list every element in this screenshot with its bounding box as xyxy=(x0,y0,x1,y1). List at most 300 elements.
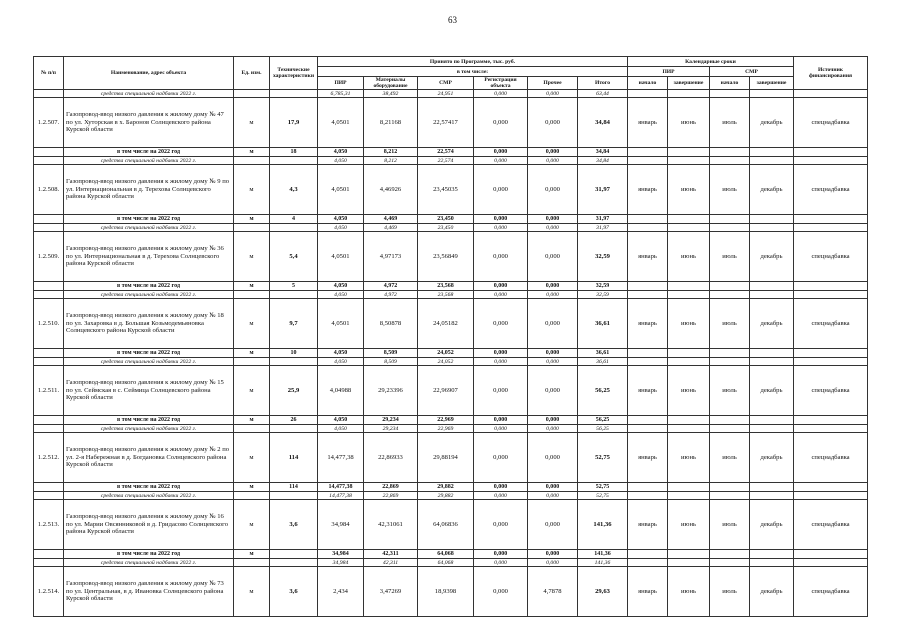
special-funds-label: средства специальной надбавки 2022 г. xyxy=(64,559,234,567)
cell-pir: 4,0501 xyxy=(318,299,364,349)
cell-empty xyxy=(668,148,710,157)
special-funds-label: средства специальной надбавки 2022 г. xyxy=(64,492,234,500)
cell-unit xyxy=(234,90,270,98)
cell-mat: 22,869 xyxy=(364,483,418,492)
cell-smr-end: декабрь xyxy=(750,232,794,282)
cell-smr: 23,56849 xyxy=(418,232,474,282)
cell-other: 0,000 xyxy=(528,165,578,215)
table-row xyxy=(34,559,868,567)
cell-tech xyxy=(270,157,318,165)
cell-empty xyxy=(628,559,668,567)
cell-empty xyxy=(628,483,668,492)
row-number xyxy=(34,215,64,224)
cell-empty xyxy=(628,215,668,224)
cell-smr-end: декабрь xyxy=(750,500,794,550)
cell-pir-start: январь xyxy=(628,567,668,617)
row-number xyxy=(34,90,64,98)
cell-unit xyxy=(234,157,270,165)
cell-empty xyxy=(750,215,794,224)
cell-empty xyxy=(710,349,750,358)
cell-smr: 24,05182 xyxy=(418,299,474,349)
cell-reg: 0,000 xyxy=(474,492,528,500)
cell-pir-start: январь xyxy=(628,98,668,148)
cell-pir: 4,0501 xyxy=(318,98,364,148)
cell-reg: 0,000 xyxy=(474,416,528,425)
row-number xyxy=(34,349,64,358)
header-funding: Источник финансирования xyxy=(794,57,868,90)
cell-total: 141,36 xyxy=(578,500,628,550)
cell-empty xyxy=(794,282,868,291)
cell-empty xyxy=(750,483,794,492)
cell-other: 0,000 xyxy=(528,349,578,358)
cell-total: 32,59 xyxy=(578,282,628,291)
cell-unit: м xyxy=(234,349,270,358)
cell-empty xyxy=(710,550,750,559)
cell-tech: 10 xyxy=(270,349,318,358)
cell-smr: 23,568 xyxy=(418,282,474,291)
cell-mat: 4,46926 xyxy=(364,165,418,215)
header-mat: Материалы оборудование xyxy=(364,77,418,90)
cell-empty xyxy=(710,492,750,500)
cell-empty xyxy=(668,157,710,165)
row-number xyxy=(34,550,64,559)
header-end: завершение xyxy=(668,77,710,90)
cell-unit xyxy=(234,492,270,500)
cell-empty xyxy=(710,358,750,366)
cell-pir-end: июнь xyxy=(668,299,710,349)
header-incl: в том числе: xyxy=(318,67,628,77)
cell-pir: 4,04988 xyxy=(318,366,364,416)
cell-pir: 4,050 xyxy=(318,157,364,165)
cell-total: 34,84 xyxy=(578,148,628,157)
cell-smr-start: июль xyxy=(710,232,750,282)
cell-unit: м xyxy=(234,366,270,416)
cell-empty xyxy=(628,224,668,232)
cell-empty xyxy=(628,349,668,358)
cell-smr-start: июль xyxy=(710,98,750,148)
cell-mat: 29,23396 xyxy=(364,366,418,416)
cell-reg: 0,000 xyxy=(474,425,528,433)
cell-other: 0,000 xyxy=(528,98,578,148)
cell-total: 34,84 xyxy=(578,157,628,165)
cell-empty xyxy=(668,90,710,98)
cell-empty xyxy=(750,282,794,291)
row-number xyxy=(34,157,64,165)
table-row xyxy=(34,416,868,425)
header-cal-pir: ПИР xyxy=(628,67,710,77)
table-row xyxy=(34,98,868,148)
cell-empty xyxy=(668,358,710,366)
cell-smr: 64,06836 xyxy=(418,500,474,550)
table-row xyxy=(34,282,868,291)
header-calendar: Календарные сроки xyxy=(628,57,794,67)
cell-empty xyxy=(794,358,868,366)
cell-reg: 0,000 xyxy=(474,282,528,291)
cell-mat: 42,311 xyxy=(364,550,418,559)
cell-mat: 29,234 xyxy=(364,416,418,425)
row-number xyxy=(34,148,64,157)
cell-other: 0,000 xyxy=(528,291,578,299)
cell-smr: 22,574 xyxy=(418,148,474,157)
cell-mat: 4,97173 xyxy=(364,232,418,282)
cell-other: 0,000 xyxy=(528,90,578,98)
cell-other: 0,000 xyxy=(528,559,578,567)
header-name: Наименование, адрес объекта xyxy=(64,57,234,90)
object-name: Газопровод-ввод низкого давления к жилому дому № 36 по ул. Интернациональная в д. Терехова Солнцевского района Курской области xyxy=(64,232,234,282)
cell-total: 63,44 xyxy=(578,90,628,98)
cell-smr: 24,052 xyxy=(418,349,474,358)
cell-empty xyxy=(750,425,794,433)
cell-smr: 22,574 xyxy=(418,157,474,165)
cell-empty xyxy=(710,559,750,567)
header-pir: ПИР xyxy=(318,77,364,90)
subtotal-label: в том числе на 2022 год xyxy=(64,550,234,559)
cell-other: 0,000 xyxy=(528,215,578,224)
row-number: 1.2.512. xyxy=(34,433,64,483)
cell-empty xyxy=(794,157,868,165)
cell-pir: 4,050 xyxy=(318,425,364,433)
cell-other: 0,000 xyxy=(528,550,578,559)
cell-pir: 4,050 xyxy=(318,215,364,224)
cell-other: 0,000 xyxy=(528,224,578,232)
row-number: 1.2.513. xyxy=(34,500,64,550)
table-row xyxy=(34,148,868,157)
cell-reg: 0,000 xyxy=(474,567,528,617)
cell-tech: 9,7 xyxy=(270,299,318,349)
cell-funding: спецнадбавка xyxy=(794,500,868,550)
cell-empty xyxy=(794,215,868,224)
table-row xyxy=(34,232,868,282)
header-unit: Ед. изм. xyxy=(234,57,270,90)
cell-empty xyxy=(710,282,750,291)
cell-other: 0,000 xyxy=(528,492,578,500)
cell-smr-start: июль xyxy=(710,165,750,215)
cell-smr-start: июль xyxy=(710,299,750,349)
cell-funding: спецнадбавка xyxy=(794,299,868,349)
cell-other: 0,000 xyxy=(528,358,578,366)
cell-empty xyxy=(710,90,750,98)
cell-empty xyxy=(628,157,668,165)
cell-empty xyxy=(710,224,750,232)
header-reg: Регистрация объекта xyxy=(474,77,528,90)
cell-reg: 0,000 xyxy=(474,232,528,282)
cell-empty xyxy=(628,492,668,500)
cell-empty xyxy=(750,492,794,500)
table-row xyxy=(34,299,868,349)
table-row xyxy=(34,425,868,433)
object-name: Газопровод-ввод низкого давления к жилому дому № 2 по ул. 2-я Набережная в д. Богдановка Солнцевского района Курской области xyxy=(64,433,234,483)
row-number: 1.2.509. xyxy=(34,232,64,282)
cell-smr-end: декабрь xyxy=(750,366,794,416)
cell-tech xyxy=(270,559,318,567)
cell-pir: 4,050 xyxy=(318,282,364,291)
subtotal-label: в том числе на 2022 год xyxy=(64,148,234,157)
cell-reg: 0,000 xyxy=(474,433,528,483)
row-number: 1.2.514. xyxy=(34,567,64,617)
cell-mat: 22,869 xyxy=(364,492,418,500)
cell-empty xyxy=(794,291,868,299)
cell-other: 0,000 xyxy=(528,282,578,291)
cell-reg: 0,000 xyxy=(474,358,528,366)
cell-smr: 23,568 xyxy=(418,291,474,299)
cell-empty xyxy=(750,559,794,567)
cell-empty xyxy=(668,492,710,500)
header-start2: начало xyxy=(710,77,750,90)
page-number: 63 xyxy=(448,15,457,25)
cell-pir: 14,477,38 xyxy=(318,492,364,500)
cell-unit: м xyxy=(234,215,270,224)
row-number: 1.2.507. xyxy=(34,98,64,148)
cell-smr-end: декабрь xyxy=(750,567,794,617)
object-name: Газопровод-ввод низкого давления к жилому дому № 47 по ул. Хуторская в х. Баронов Солнцевского района Курской области xyxy=(64,98,234,148)
table-row xyxy=(34,224,868,232)
cell-total: 36,61 xyxy=(578,349,628,358)
cell-unit: м xyxy=(234,500,270,550)
cell-total: 141,36 xyxy=(578,559,628,567)
table-row xyxy=(34,492,868,500)
cell-funding: спецнадбавка xyxy=(794,165,868,215)
subtotal-label: в том числе на 2022 год xyxy=(64,282,234,291)
row-number xyxy=(34,425,64,433)
subtotal-label: в том числе на 2022 год xyxy=(64,215,234,224)
cell-empty xyxy=(750,291,794,299)
cell-pir-start: январь xyxy=(628,299,668,349)
cell-empty xyxy=(750,416,794,425)
special-funds-label: средства специальной надбавки 2022 г. xyxy=(64,157,234,165)
cell-empty xyxy=(794,416,868,425)
cell-total: 31,97 xyxy=(578,165,628,215)
table-row xyxy=(34,366,868,416)
table-header xyxy=(34,57,868,90)
cell-smr-end: декабрь xyxy=(750,299,794,349)
cell-empty xyxy=(668,416,710,425)
table-row xyxy=(34,349,868,358)
cell-empty xyxy=(668,224,710,232)
cell-reg: 0,000 xyxy=(474,224,528,232)
cell-other: 0,000 xyxy=(528,425,578,433)
cell-mat: 4,972 xyxy=(364,291,418,299)
cell-reg: 0,000 xyxy=(474,98,528,148)
table-row xyxy=(34,165,868,215)
cell-empty xyxy=(628,425,668,433)
cell-unit xyxy=(234,224,270,232)
cell-pir-start: январь xyxy=(628,232,668,282)
cell-empty xyxy=(750,157,794,165)
cell-unit xyxy=(234,358,270,366)
cell-mat: 4,469 xyxy=(364,215,418,224)
cell-pir: 34,984 xyxy=(318,550,364,559)
cell-empty xyxy=(668,559,710,567)
cell-other: 0,000 xyxy=(528,232,578,282)
cell-smr-start: июль xyxy=(710,567,750,617)
cell-mat: 42,31061 xyxy=(364,500,418,550)
cell-empty xyxy=(794,550,868,559)
cell-smr: 23,450 xyxy=(418,224,474,232)
cell-pir: 6,785,31 xyxy=(318,90,364,98)
cell-empty xyxy=(750,148,794,157)
header-end2: завершение xyxy=(750,77,794,90)
cell-other: 4,7878 xyxy=(528,567,578,617)
cell-empty xyxy=(794,483,868,492)
cell-unit: м xyxy=(234,282,270,291)
cell-empty xyxy=(628,416,668,425)
cell-tech: 17,9 xyxy=(270,98,318,148)
cell-empty xyxy=(794,559,868,567)
row-number: 1.2.510. xyxy=(34,299,64,349)
cell-unit: м xyxy=(234,416,270,425)
cell-pir-end: июнь xyxy=(668,567,710,617)
cell-unit: м xyxy=(234,148,270,157)
cell-empty xyxy=(668,425,710,433)
cell-tech: 4 xyxy=(270,215,318,224)
cell-smr-start: июль xyxy=(710,433,750,483)
cell-reg: 0,000 xyxy=(474,349,528,358)
cell-tech xyxy=(270,425,318,433)
cell-pir-end: июнь xyxy=(668,165,710,215)
cell-other: 0,000 xyxy=(528,483,578,492)
table-row xyxy=(34,500,868,550)
header-other: Прочее xyxy=(528,77,578,90)
table-row xyxy=(34,90,868,98)
table-row xyxy=(34,433,868,483)
special-funds-label: средства специальной надбавки 2022 г. xyxy=(64,224,234,232)
cell-empty xyxy=(628,148,668,157)
cell-smr: 24,951 xyxy=(418,90,474,98)
cell-mat: 38,492 xyxy=(364,90,418,98)
cell-total: 56,25 xyxy=(578,416,628,425)
cell-funding: спецнадбавка xyxy=(794,567,868,617)
cell-total: 52,75 xyxy=(578,433,628,483)
cell-reg: 0,000 xyxy=(474,299,528,349)
cell-tech xyxy=(270,90,318,98)
special-funds-label: средства специальной надбавки 2022 г. xyxy=(64,358,234,366)
cell-pir: 14,477,38 xyxy=(318,433,364,483)
object-name: Газопровод-ввод низкого давления к жилому дому № 73 по ул. Центральная, в д. Ивановка Солнцевского района Курской области xyxy=(64,567,234,617)
cell-total: 56,25 xyxy=(578,425,628,433)
cell-mat: 8,212 xyxy=(364,148,418,157)
special-funds-label: средства специальной надбавки 2022 г. xyxy=(64,90,234,98)
cell-smr: 29,882 xyxy=(418,483,474,492)
row-number xyxy=(34,483,64,492)
cell-reg: 0,000 xyxy=(474,215,528,224)
cell-total: 36,61 xyxy=(578,358,628,366)
row-number xyxy=(34,224,64,232)
cell-mat: 8,509 xyxy=(364,349,418,358)
table-row xyxy=(34,567,868,617)
cell-pir: 2,434 xyxy=(318,567,364,617)
cell-empty xyxy=(668,282,710,291)
cell-total: 52,75 xyxy=(578,483,628,492)
cell-tech: 3,6 xyxy=(270,500,318,550)
cell-pir: 4,050 xyxy=(318,358,364,366)
cell-empty xyxy=(668,215,710,224)
header-start: начало xyxy=(628,77,668,90)
cell-reg: 0,000 xyxy=(474,483,528,492)
special-funds-label: средства специальной надбавки 2022 г. xyxy=(64,425,234,433)
cell-mat: 4,469 xyxy=(364,224,418,232)
cell-other: 0,000 xyxy=(528,157,578,165)
cell-pir-start: январь xyxy=(628,165,668,215)
cell-total: 31,97 xyxy=(578,224,628,232)
cell-total: 34,84 xyxy=(578,98,628,148)
cell-tech: 25,9 xyxy=(270,366,318,416)
cell-other: 0,000 xyxy=(528,366,578,416)
cell-empty xyxy=(710,157,750,165)
subtotal-label: в том числе на 2022 год xyxy=(64,349,234,358)
cell-funding: спецнадбавка xyxy=(794,433,868,483)
cell-other: 0,000 xyxy=(528,416,578,425)
cell-funding: спецнадбавка xyxy=(794,232,868,282)
cell-smr: 64,068 xyxy=(418,559,474,567)
cell-empty xyxy=(668,291,710,299)
cell-mat: 8,212 xyxy=(364,157,418,165)
cell-tech xyxy=(270,291,318,299)
object-name: Газопровод-ввод низкого давления к жилому дому № 16 по ул. Марии Овсянниковой в д. Гридасово Солнцевского района Курской области xyxy=(64,500,234,550)
cell-tech: 114 xyxy=(270,433,318,483)
cell-total: 141,36 xyxy=(578,550,628,559)
table-row xyxy=(34,291,868,299)
cell-tech: 18 xyxy=(270,148,318,157)
cell-smr: 18,9398 xyxy=(418,567,474,617)
cell-pir-start: январь xyxy=(628,433,668,483)
cell-smr: 29,88194 xyxy=(418,433,474,483)
cell-unit: м xyxy=(234,433,270,483)
header-program: Принято по Программе, тыс. руб. xyxy=(318,57,628,67)
cell-unit xyxy=(234,291,270,299)
cell-pir-end: июнь xyxy=(668,500,710,550)
cell-funding: спецнадбавка xyxy=(794,98,868,148)
cell-unit: м xyxy=(234,232,270,282)
cell-empty xyxy=(628,358,668,366)
row-number: 1.2.511. xyxy=(34,366,64,416)
cell-empty xyxy=(710,291,750,299)
cell-mat: 8,509 xyxy=(364,358,418,366)
cell-reg: 0,000 xyxy=(474,90,528,98)
cell-empty xyxy=(794,425,868,433)
cell-reg: 0,000 xyxy=(474,148,528,157)
cell-empty xyxy=(750,90,794,98)
cell-pir-start: январь xyxy=(628,500,668,550)
special-funds-label: средства специальной надбавки 2022 г. xyxy=(64,291,234,299)
cell-tech xyxy=(270,550,318,559)
cell-tech xyxy=(270,492,318,500)
cell-empty xyxy=(628,282,668,291)
table-row xyxy=(34,215,868,224)
cell-total: 56,25 xyxy=(578,366,628,416)
cell-empty xyxy=(628,291,668,299)
cell-other: 0,000 xyxy=(528,500,578,550)
row-number xyxy=(34,358,64,366)
cell-tech: 5 xyxy=(270,282,318,291)
cell-pir-start: январь xyxy=(628,366,668,416)
cell-mat: 4,972 xyxy=(364,282,418,291)
cell-empty xyxy=(750,550,794,559)
cell-empty xyxy=(750,224,794,232)
cell-unit: м xyxy=(234,299,270,349)
cell-mat: 42,311 xyxy=(364,559,418,567)
cell-mat: 3,47269 xyxy=(364,567,418,617)
cell-total: 52,75 xyxy=(578,492,628,500)
cell-pir: 4,0501 xyxy=(318,232,364,282)
cell-smr: 29,882 xyxy=(418,492,474,500)
cell-mat: 8,50878 xyxy=(364,299,418,349)
cell-empty xyxy=(750,358,794,366)
subtotal-label: в том числе на 2022 год xyxy=(64,483,234,492)
row-number xyxy=(34,416,64,425)
cell-pir-end: июнь xyxy=(668,232,710,282)
cell-smr: 22,969 xyxy=(418,416,474,425)
header-smr: СМР xyxy=(418,77,474,90)
